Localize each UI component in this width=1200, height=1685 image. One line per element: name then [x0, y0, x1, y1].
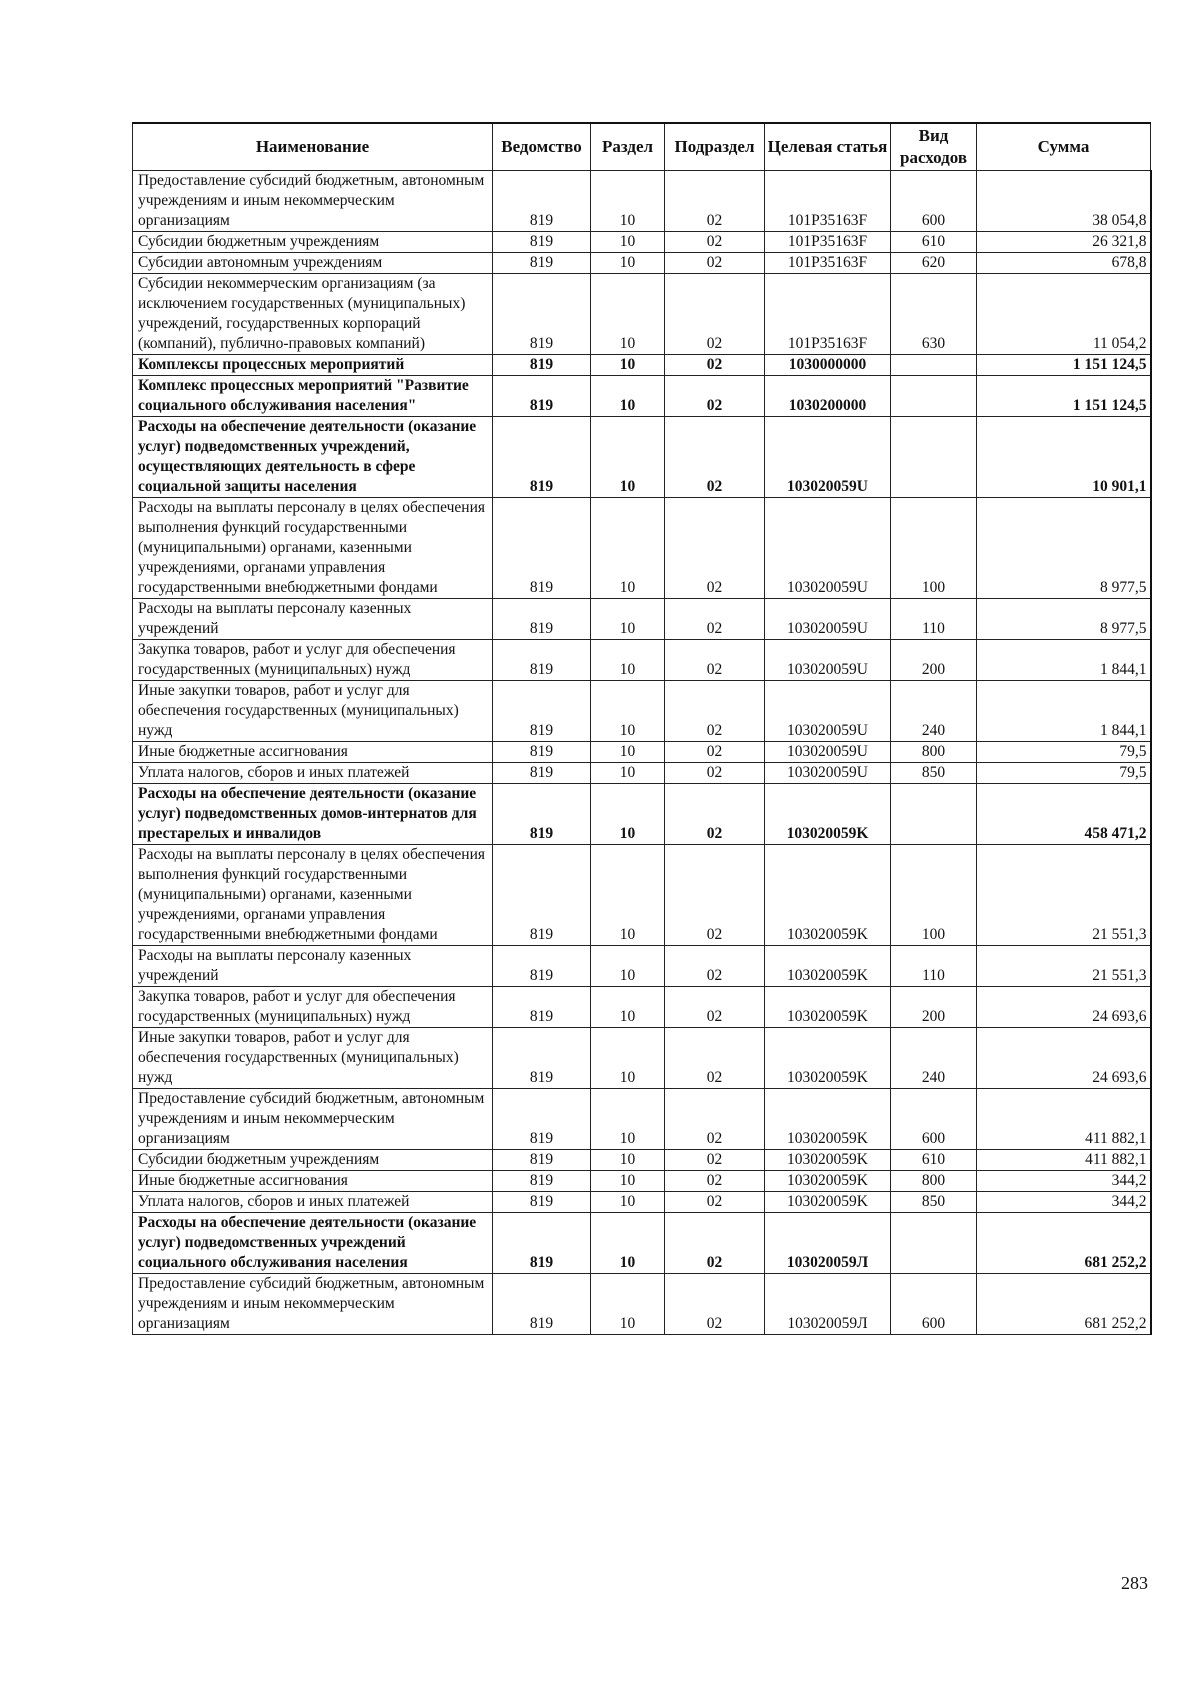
cell-target: 103020059K	[765, 1171, 891, 1192]
cell-exp-type: 850	[891, 1192, 977, 1213]
cell-dept: 819	[493, 1150, 591, 1171]
cell-name: Иные бюджетные ассигнования	[133, 1171, 493, 1192]
cell-dept: 819	[493, 681, 591, 742]
table-row	[133, 1150, 1151, 1171]
cell-sum: 8 977,5	[977, 498, 1151, 599]
cell-name: Субсидии бюджетным учреждениям	[133, 232, 493, 253]
cell-sum: 26 321,8	[977, 232, 1151, 253]
cell-exp-type: 200	[891, 640, 977, 681]
table-row	[133, 742, 1151, 763]
cell-name: Закупка товаров, работ и услуг для обеспечения государственных (муниципальных) нужд	[133, 640, 493, 681]
cell-section: 10	[591, 171, 665, 232]
cell-target: 103020059U	[765, 417, 891, 498]
cell-exp-type: 630	[891, 274, 977, 355]
cell-dept: 819	[493, 987, 591, 1028]
table-body	[133, 171, 1151, 1335]
cell-exp-type: 110	[891, 946, 977, 987]
header-dept: Ведомство	[493, 123, 591, 171]
cell-name: Иные бюджетные ассигнования	[133, 742, 493, 763]
cell-target: 103020059K	[765, 845, 891, 946]
cell-sum: 38 054,8	[977, 171, 1151, 232]
cell-section: 10	[591, 1274, 665, 1335]
cell-section: 10	[591, 417, 665, 498]
cell-subsection: 02	[665, 274, 765, 355]
cell-dept: 819	[493, 274, 591, 355]
cell-sum: 24 693,6	[977, 987, 1151, 1028]
cell-section: 10	[591, 1171, 665, 1192]
cell-subsection: 02	[665, 599, 765, 640]
cell-sum: 411 882,1	[977, 1089, 1151, 1150]
cell-sum: 678,8	[977, 253, 1151, 274]
cell-subsection: 02	[665, 946, 765, 987]
table-row	[133, 355, 1151, 376]
table-row	[133, 946, 1151, 987]
cell-sum: 1 844,1	[977, 640, 1151, 681]
cell-name: Расходы на выплаты персоналу в целях обеспечения выполнения функций государственными (муниципальными) органами, казенными учреждениями, органами управления государственными внебюджетными фондами	[133, 498, 493, 599]
table-row	[133, 845, 1151, 946]
cell-exp-type: 600	[891, 1089, 977, 1150]
table-row	[133, 640, 1151, 681]
cell-exp-type: 100	[891, 845, 977, 946]
table-row	[133, 498, 1151, 599]
table-row	[133, 1028, 1151, 1089]
cell-exp-type: 800	[891, 742, 977, 763]
table-row	[133, 232, 1151, 253]
cell-target: 103020059K	[765, 1150, 891, 1171]
cell-subsection: 02	[665, 1089, 765, 1150]
cell-sum: 681 252,2	[977, 1274, 1151, 1335]
cell-name: Расходы на обеспечение деятельности (оказание услуг) подведомственных учреждений социального обслуживания населения	[133, 1213, 493, 1274]
cell-section: 10	[591, 784, 665, 845]
cell-dept: 819	[493, 171, 591, 232]
cell-name: Расходы на выплаты персоналу в целях обеспечения выполнения функций государственными (муниципальными) органами, казенными учреждениями, органами управления государственными внебюджетными фондами	[133, 845, 493, 946]
header-exp-type: Вид расходов	[891, 123, 977, 171]
cell-target: 103020059U	[765, 599, 891, 640]
cell-sum: 344,2	[977, 1171, 1151, 1192]
cell-target: 1030200000	[765, 376, 891, 417]
cell-target: 103020059K	[765, 784, 891, 845]
cell-dept: 819	[493, 232, 591, 253]
cell-section: 10	[591, 253, 665, 274]
cell-exp-type: 610	[891, 232, 977, 253]
table-row	[133, 1171, 1151, 1192]
cell-dept: 819	[493, 417, 591, 498]
cell-target: 103020059U	[765, 681, 891, 742]
cell-name: Иные закупки товаров, работ и услуг для обеспечения государственных (муниципальных) нужд	[133, 1028, 493, 1089]
cell-section: 10	[591, 498, 665, 599]
cell-sum: 411 882,1	[977, 1150, 1151, 1171]
cell-target: 103020059K	[765, 1192, 891, 1213]
cell-sum: 21 551,3	[977, 845, 1151, 946]
cell-subsection: 02	[665, 640, 765, 681]
cell-section: 10	[591, 599, 665, 640]
cell-subsection: 02	[665, 742, 765, 763]
cell-exp-type	[891, 376, 977, 417]
table-row	[133, 171, 1151, 232]
cell-subsection: 02	[665, 1213, 765, 1274]
cell-target: 103020059Л	[765, 1274, 891, 1335]
cell-target: 103020059U	[765, 640, 891, 681]
cell-subsection: 02	[665, 376, 765, 417]
cell-section: 10	[591, 763, 665, 784]
cell-subsection: 02	[665, 1171, 765, 1192]
cell-dept: 819	[493, 253, 591, 274]
cell-target: 103020059U	[765, 742, 891, 763]
table-row	[133, 763, 1151, 784]
cell-exp-type: 850	[891, 763, 977, 784]
cell-name: Расходы на обеспечение деятельности (оказание услуг) подведомственных учреждений, осуществляющих деятельность в сфере социальной защиты населения	[133, 417, 493, 498]
cell-subsection: 02	[665, 784, 765, 845]
cell-exp-type: 110	[891, 599, 977, 640]
cell-subsection: 02	[665, 1274, 765, 1335]
cell-dept: 819	[493, 946, 591, 987]
cell-dept: 819	[493, 1274, 591, 1335]
table-row	[133, 1192, 1151, 1213]
cell-subsection: 02	[665, 1028, 765, 1089]
cell-dept: 819	[493, 784, 591, 845]
cell-name: Субсидии некоммерческим организациям (за исключением государственных (муниципальных) учреждений, государственных корпораций (компаний), публично-правовых компаний)	[133, 274, 493, 355]
cell-target: 103020059K	[765, 1089, 891, 1150]
table-row	[133, 784, 1151, 845]
cell-section: 10	[591, 845, 665, 946]
cell-target: 103020059U	[765, 498, 891, 599]
cell-exp-type	[891, 355, 977, 376]
header-row	[133, 123, 1151, 171]
cell-section: 10	[591, 742, 665, 763]
budget-table	[132, 122, 1152, 1335]
cell-section: 10	[591, 987, 665, 1028]
header-section: Раздел	[591, 123, 665, 171]
cell-target: 101P35163F	[765, 171, 891, 232]
cell-name: Закупка товаров, работ и услуг для обеспечения государственных (муниципальных) нужд	[133, 987, 493, 1028]
cell-name: Уплата налогов, сборов и иных платежей	[133, 763, 493, 784]
header-sum: Сумма	[977, 123, 1151, 171]
cell-sum: 79,5	[977, 742, 1151, 763]
cell-section: 10	[591, 1192, 665, 1213]
cell-name: Расходы на обеспечение деятельности (оказание услуг) подведомственных домов-интернатов для престарелых и инвалидов	[133, 784, 493, 845]
table-row	[133, 274, 1151, 355]
cell-exp-type: 620	[891, 253, 977, 274]
cell-dept: 819	[493, 1028, 591, 1089]
cell-section: 10	[591, 232, 665, 253]
cell-dept: 819	[493, 845, 591, 946]
cell-sum: 458 471,2	[977, 784, 1151, 845]
cell-dept: 819	[493, 763, 591, 784]
cell-section: 10	[591, 1089, 665, 1150]
cell-sum: 79,5	[977, 763, 1151, 784]
cell-name: Комплекс процессных мероприятий "Развитие социального обслуживания населения"	[133, 376, 493, 417]
cell-exp-type: 800	[891, 1171, 977, 1192]
cell-sum: 10 901,1	[977, 417, 1151, 498]
cell-section: 10	[591, 376, 665, 417]
cell-subsection: 02	[665, 253, 765, 274]
cell-section: 10	[591, 355, 665, 376]
cell-sum: 1 151 124,5	[977, 355, 1151, 376]
cell-sum: 11 054,2	[977, 274, 1151, 355]
cell-exp-type	[891, 784, 977, 845]
cell-target: 103020059K	[765, 987, 891, 1028]
cell-dept: 819	[493, 599, 591, 640]
cell-name: Иные закупки товаров, работ и услуг для обеспечения государственных (муниципальных) нужд	[133, 681, 493, 742]
cell-dept: 819	[493, 1171, 591, 1192]
cell-target: 103020059Л	[765, 1213, 891, 1274]
header-name: Наименование	[133, 123, 493, 171]
cell-exp-type: 100	[891, 498, 977, 599]
cell-exp-type	[891, 1213, 977, 1274]
cell-sum: 681 252,2	[977, 1213, 1151, 1274]
page-number: 283	[1121, 1573, 1148, 1593]
table-row	[133, 599, 1151, 640]
cell-dept: 819	[493, 1213, 591, 1274]
cell-name: Уплата налогов, сборов и иных платежей	[133, 1192, 493, 1213]
cell-target: 101P35163F	[765, 274, 891, 355]
cell-exp-type: 610	[891, 1150, 977, 1171]
cell-dept: 819	[493, 355, 591, 376]
cell-dept: 819	[493, 640, 591, 681]
cell-subsection: 02	[665, 355, 765, 376]
table-row	[133, 1089, 1151, 1150]
cell-target: 1030000000	[765, 355, 891, 376]
cell-dept: 819	[493, 1089, 591, 1150]
cell-subsection: 02	[665, 845, 765, 946]
cell-name: Комплексы процессных мероприятий	[133, 355, 493, 376]
cell-sum: 24 693,6	[977, 1028, 1151, 1089]
cell-subsection: 02	[665, 763, 765, 784]
table-row	[133, 681, 1151, 742]
cell-sum: 344,2	[977, 1192, 1151, 1213]
cell-section: 10	[591, 946, 665, 987]
cell-dept: 819	[493, 742, 591, 763]
cell-exp-type: 200	[891, 987, 977, 1028]
cell-subsection: 02	[665, 987, 765, 1028]
cell-subsection: 02	[665, 417, 765, 498]
cell-exp-type: 600	[891, 1274, 977, 1335]
table-row	[133, 376, 1151, 417]
cell-name: Расходы на выплаты персоналу казенных учреждений	[133, 599, 493, 640]
cell-sum: 1 844,1	[977, 681, 1151, 742]
cell-subsection: 02	[665, 681, 765, 742]
cell-section: 10	[591, 1028, 665, 1089]
cell-section: 10	[591, 640, 665, 681]
cell-target: 101P35163F	[765, 232, 891, 253]
table-row	[133, 1213, 1151, 1274]
cell-section: 10	[591, 274, 665, 355]
cell-subsection: 02	[665, 232, 765, 253]
cell-name: Предоставление субсидий бюджетным, автономным учреждениям и иным некоммерческим организациям	[133, 1274, 493, 1335]
table-row	[133, 253, 1151, 274]
cell-subsection: 02	[665, 1192, 765, 1213]
cell-target: 103020059K	[765, 1028, 891, 1089]
header-subsection: Подраздел	[665, 123, 765, 171]
cell-dept: 819	[493, 1192, 591, 1213]
cell-sum: 1 151 124,5	[977, 376, 1151, 417]
cell-name: Субсидии бюджетным учреждениям	[133, 1150, 493, 1171]
cell-name: Предоставление субсидий бюджетным, автономным учреждениям и иным некоммерческим организациям	[133, 171, 493, 232]
table-header	[133, 123, 1151, 171]
cell-section: 10	[591, 1150, 665, 1171]
cell-exp-type: 240	[891, 681, 977, 742]
cell-sum: 21 551,3	[977, 946, 1151, 987]
cell-subsection: 02	[665, 498, 765, 599]
cell-name: Предоставление субсидий бюджетным, автономным учреждениям и иным некоммерческим организациям	[133, 1089, 493, 1150]
table-row	[133, 987, 1151, 1028]
cell-section: 10	[591, 681, 665, 742]
cell-target: 103020059K	[765, 946, 891, 987]
cell-exp-type: 240	[891, 1028, 977, 1089]
cell-subsection: 02	[665, 171, 765, 232]
cell-exp-type	[891, 417, 977, 498]
table-row	[133, 1274, 1151, 1335]
header-target: Целевая статья	[765, 123, 891, 171]
cell-target: 103020059U	[765, 763, 891, 784]
cell-name: Расходы на выплаты персоналу казенных учреждений	[133, 946, 493, 987]
table-row	[133, 417, 1151, 498]
cell-dept: 819	[493, 498, 591, 599]
cell-dept: 819	[493, 376, 591, 417]
cell-name: Субсидии автономным учреждениям	[133, 253, 493, 274]
cell-sum: 8 977,5	[977, 599, 1151, 640]
cell-section: 10	[591, 1213, 665, 1274]
cell-target: 101P35163F	[765, 253, 891, 274]
cell-subsection: 02	[665, 1150, 765, 1171]
cell-exp-type: 600	[891, 171, 977, 232]
